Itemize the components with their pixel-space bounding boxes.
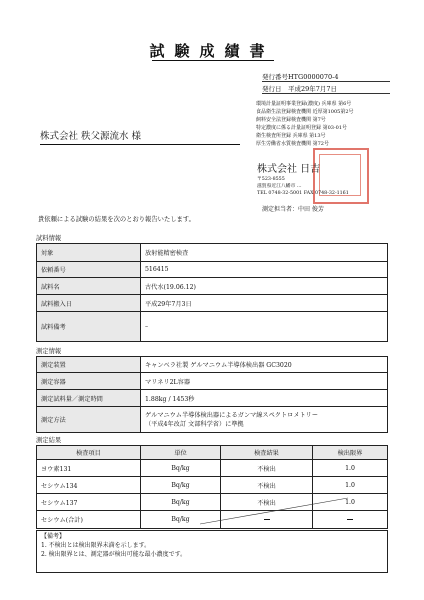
- sample-value: 平成29年7月3日: [141, 295, 388, 312]
- column-header: 検査項目: [37, 446, 141, 460]
- table-row: [37, 244, 388, 262]
- strike-line: [200, 498, 348, 524]
- sample-value: –: [141, 312, 388, 342]
- result-item: セシウム(合計): [37, 511, 141, 529]
- result-item: ヨウ素131: [37, 460, 141, 477]
- result-unit: Bq/kg: [141, 477, 221, 494]
- measure-value: 1.88kg / 1453秒: [141, 390, 388, 407]
- notes-heading: 【備考】: [41, 533, 66, 540]
- table-row: [37, 278, 388, 295]
- registration-list: [256, 100, 354, 148]
- result-value: 不検出: [221, 494, 313, 511]
- result-item: セシウム134: [37, 477, 141, 494]
- signer: 測定担当者：中田 俊芳: [262, 206, 324, 213]
- sample-section-heading: 試料情報: [36, 235, 62, 242]
- lab-name: 株式会社 日吉: [257, 164, 321, 175]
- notes-box: [36, 530, 388, 573]
- lab-postal: 〒523-8555: [257, 177, 285, 182]
- registration-line: 食品衛生法登録検査機関 近厚第1005第2号: [256, 109, 354, 115]
- result-unit: Bq/kg: [141, 494, 221, 511]
- column-header: 検出限界: [313, 446, 388, 460]
- issue-date-row: [262, 82, 390, 94]
- sample-value: 放射能精密検査: [141, 244, 388, 262]
- lab-tel: TEL 0748-32-5001 FAX 0748-32-1161: [257, 191, 349, 196]
- table-row: [37, 262, 388, 278]
- result-unit: Bq/kg: [141, 511, 221, 529]
- result-unit: Bq/kg: [141, 460, 221, 477]
- measure-info-table: [36, 356, 388, 433]
- sample-value: 516415: [141, 262, 388, 278]
- title-underline: [152, 60, 274, 61]
- measure-value: マリネリ2L容器: [141, 373, 388, 390]
- sample-label: 依頼番号: [37, 262, 141, 278]
- result-value: 不検出: [221, 460, 313, 477]
- measure-section-heading: 測定情報: [36, 348, 62, 355]
- issue-date-value: 平成29年7月7日: [288, 85, 338, 93]
- table-row: [37, 390, 388, 407]
- table-row: [37, 312, 388, 342]
- issue-number-value: HTG0000070-4: [288, 73, 339, 81]
- measure-value: [141, 407, 388, 433]
- measure-method-line: ゲルマニウム半導体検出器によるガンマ線スペクトロメトリー: [145, 411, 319, 419]
- lab-street: 滋賀県近江八幡市 ...: [257, 184, 302, 189]
- registration-line: 厚生労働省水質検査機関 第72号: [256, 141, 329, 147]
- document-title: 試験成績書: [149, 42, 275, 60]
- table-row: [37, 357, 388, 373]
- table-row: [37, 373, 388, 390]
- issue-date-label: 発行日: [262, 85, 282, 93]
- issue-number-row: [262, 70, 390, 82]
- measure-value: キャンベラ社製 ゲルマニウム半導体検出器 GC3020: [141, 357, 388, 373]
- sample-label: 試料名: [37, 278, 141, 295]
- result-limit: 1.0: [313, 477, 388, 494]
- table-header-row: [37, 446, 388, 460]
- registration-line: 環境計量証明事業登録(濃度) 兵庫県 第6号: [256, 101, 352, 107]
- issue-number-label: 発行番号: [262, 73, 288, 81]
- result-section-heading: 測定結果: [36, 437, 62, 444]
- sample-label: 試料搬入日: [37, 295, 141, 312]
- lab-address: [257, 176, 349, 197]
- table-row: [37, 295, 388, 312]
- column-header: 単位: [141, 446, 221, 460]
- table-row: [37, 477, 388, 494]
- intro-text: 貴依頼による試験の結果を次のとおり報告いたします。: [38, 216, 195, 223]
- notes-line: 1. 不検出とは検出限界未満を示します。: [41, 542, 151, 549]
- measure-method-line: （平成4年改訂 文部科学省）に準拠: [145, 420, 244, 428]
- result-item: セシウム137: [37, 494, 141, 511]
- result-value: 不検出: [221, 477, 313, 494]
- notes-line: 2. 検出限界とは、測定器が検出可能な最小濃度です。: [41, 551, 187, 558]
- column-header: 検査結果: [221, 446, 313, 460]
- addressee: 株式会社 秩父源流水 様: [40, 128, 240, 145]
- measure-label: 測定装置: [37, 357, 141, 373]
- void-strike-lines: [200, 496, 350, 526]
- measure-label: 測定方法: [37, 407, 141, 433]
- registration-line: 飼料安全法登録検査機関 第7号: [256, 117, 326, 123]
- issue-info: [262, 70, 390, 94]
- measure-label: 測定容器: [37, 373, 141, 390]
- table-row: [37, 460, 388, 477]
- registration-line: 特定濃度に係る計量証明登録 第03-01号: [256, 125, 348, 131]
- measure-label: 測定試料量／測定時間: [37, 390, 141, 407]
- table-row: [37, 407, 388, 433]
- sample-label: 試料備考: [37, 312, 141, 342]
- result-limit: 1.0: [313, 494, 388, 511]
- sample-info-table: [36, 243, 388, 342]
- registration-line: 衛生検査所登録 兵庫県 第13号: [256, 133, 326, 139]
- result-limit: 1.0: [313, 460, 388, 477]
- sample-label: 対象: [37, 244, 141, 262]
- sample-value: 古代水(19.06.12): [141, 278, 388, 295]
